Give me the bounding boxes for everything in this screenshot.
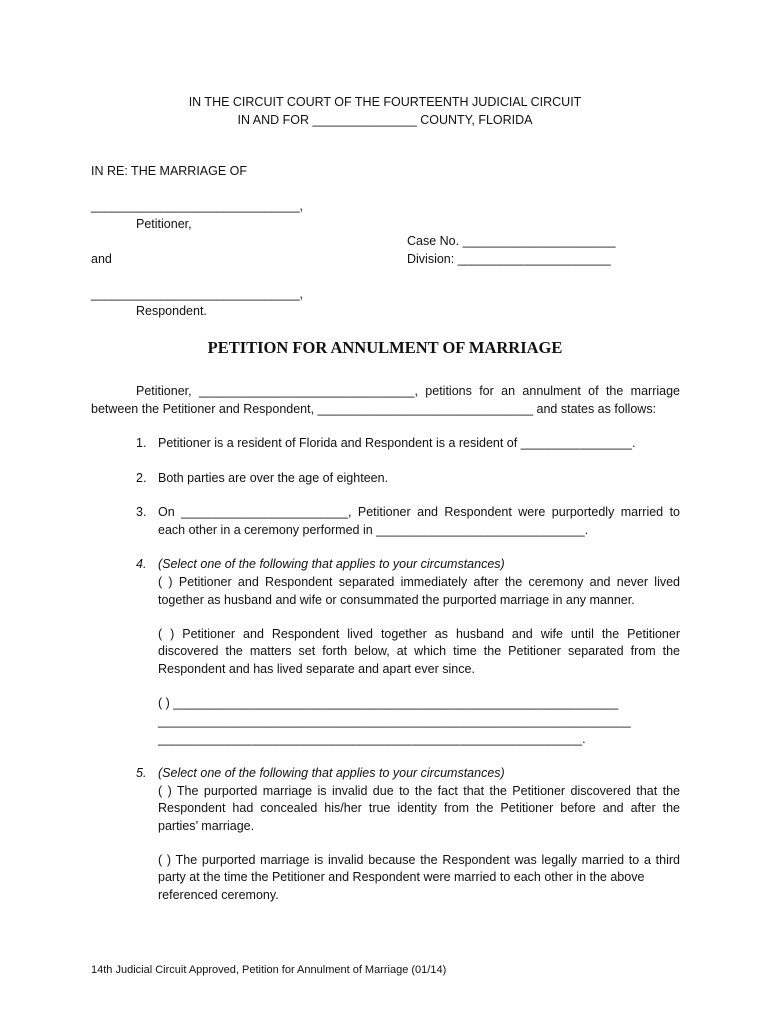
item-4-option-b-line-1: ( ) Petitioner and Respondent lived together as husband and wife until the Petitioner (158, 627, 680, 641)
item-4-option-a-line-1: ( ) Petitioner and Respondent separated immediately after the ceremony and never lived (158, 575, 680, 589)
item-5-option-a-line-2: Respondent had concealed his/her true identity from the Petitioner before and after the (158, 801, 680, 815)
item-5-option-b-line-3: referenced ceremony. (158, 888, 279, 902)
item-5-option-a-line-1: ( ) The purported marriage is invalid due to the fact that the Petitioner discovered that the (158, 784, 680, 798)
document-title: PETITION FOR ANNULMENT OF MARRIAGE (207, 338, 563, 357)
petitioner-name-blank: ______________________________, (91, 199, 304, 213)
respondent-label: Respondent. (136, 304, 207, 318)
and-label: and (91, 252, 112, 266)
item-4-option-c-line-1: ( ) ________________________________________________________________ (158, 696, 619, 710)
case-number-field: Case No. ______________________ (407, 234, 616, 248)
item-3-line-1: On ________________________, Petitioner and Respondent were purportedly married to (158, 505, 680, 519)
court-heading-line-2: IN AND FOR _______________ COUNTY, FLORIDA (237, 113, 533, 127)
petitioner-label: Petitioner, (136, 217, 192, 231)
item-number: 4. (136, 557, 147, 571)
item-3-line-2: each other in a ceremony performed in ______________________________. (158, 523, 589, 537)
respondent-name-blank: ______________________________, (91, 287, 304, 301)
item-4-option-a-line-2: together as husband and wife or consummated the purported marriage in any manner. (158, 593, 635, 607)
item-4-option-b-line-3: Respondent and has lived separate and apart ever since. (158, 662, 475, 676)
item-4-heading: (Select one of the following that applies to your circumstances) (158, 557, 505, 571)
page-footer: 14th Judicial Circuit Approved, Petition for Annulment of Marriage (01/14) (91, 964, 447, 976)
item-5-option-b-line-2: party at the time the Petitioner and Respondent were married to each other in the above (158, 870, 645, 884)
division-field: Division: ______________________ (407, 252, 611, 266)
item-4-option-c-line-2: ____________________________________________________________________ (158, 714, 631, 728)
court-heading-line-1: IN THE CIRCUIT COURT OF THE FOURTEENTH JUDICIAL CIRCUIT (188, 95, 582, 109)
item-2-text: Both parties are over the age of eighteen. (158, 471, 389, 485)
item-4-option-b-line-2: discovered the matters set forth below, at which time the Petitioner separated from the (158, 644, 680, 658)
item-number: 3. (136, 505, 147, 519)
intro-line-2: between the Petitioner and Respondent, _______________________________ and states as follows: (91, 402, 657, 416)
item-4-option-c-line-3: _____________________________________________________________. (158, 732, 586, 746)
in-re-label: IN RE: THE MARRIAGE OF (91, 164, 248, 178)
item-5-option-a-line-3: parties’ marriage. (158, 819, 255, 833)
item-5-option-b-line-1: ( ) The purported marriage is invalid because the Respondent was legally married to a third (158, 853, 680, 867)
item-number: 1. (136, 436, 147, 450)
intro-line-1: Petitioner, _______________________________, petitions for an annulment of the marriage (136, 384, 680, 398)
item-5-heading: (Select one of the following that applies to your circumstances) (158, 766, 505, 780)
item-number: 2. (136, 471, 147, 485)
item-1-text: Petitioner is a resident of Florida and Respondent is a resident of ________________. (158, 436, 636, 450)
item-number: 5. (136, 766, 147, 780)
